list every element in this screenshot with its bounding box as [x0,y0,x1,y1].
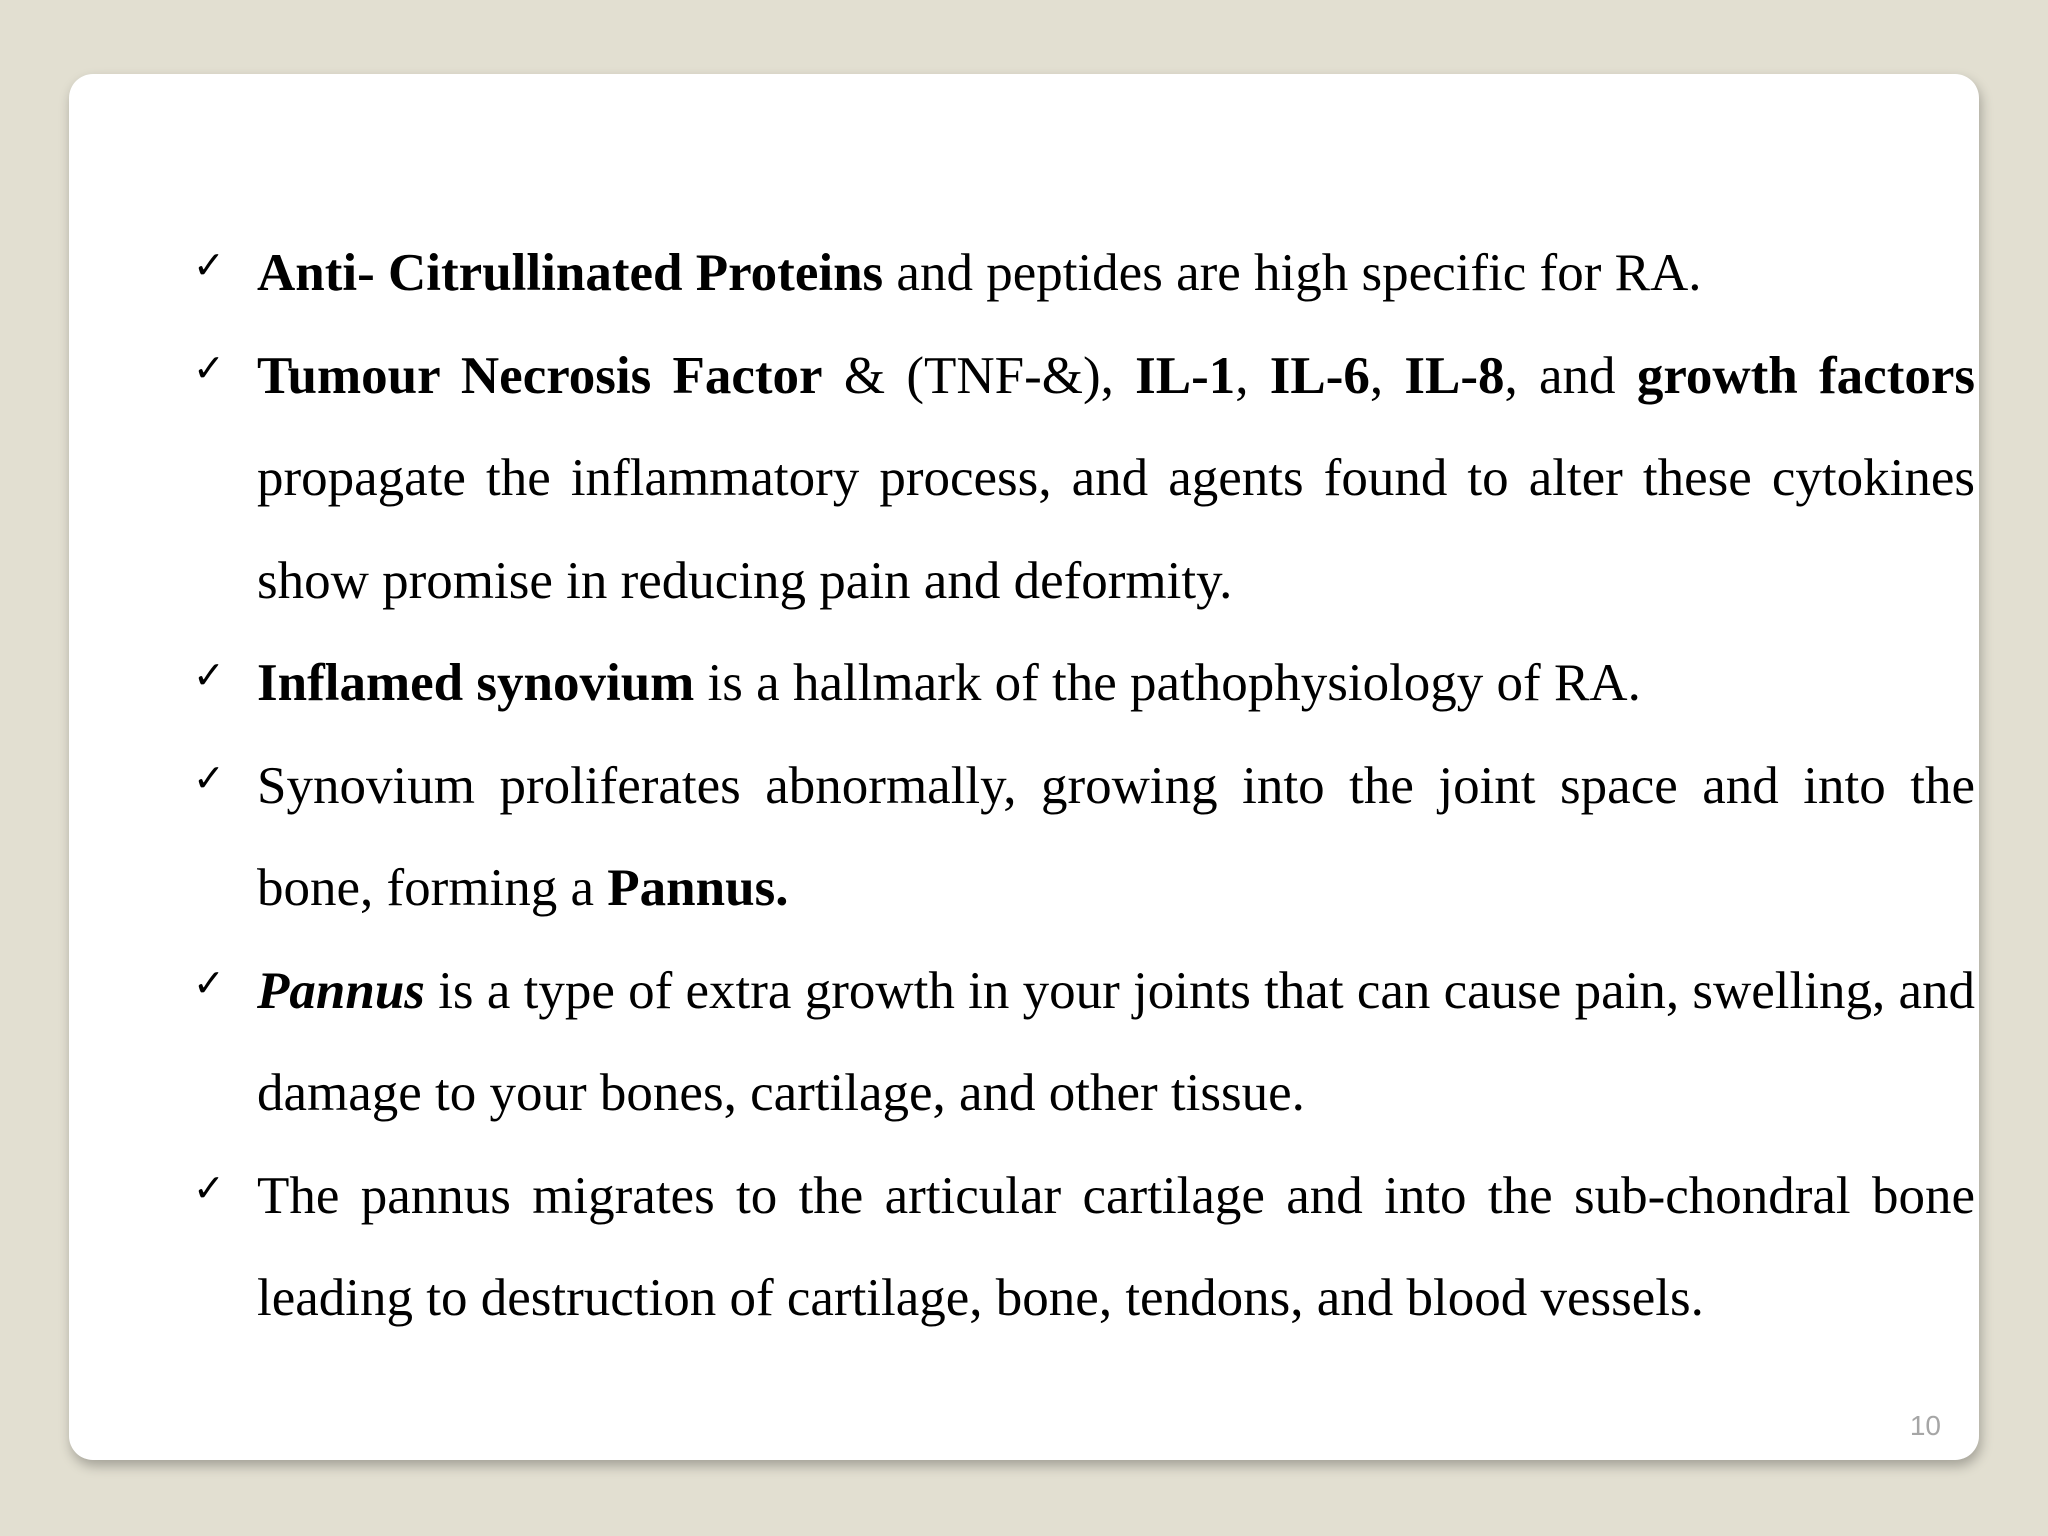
check-icon: ✓ [193,1165,225,1210]
slide [69,74,1979,1460]
bullet-text-bold-italic: Pannus [257,961,425,1020]
bullet-text: , and [1504,346,1637,405]
bullet-text: The pannus migrates to the articular cartilage and into the sub-chondral bone leading to destruction of cartilage, bone, tendons, and blood vessels. [257,1166,1975,1327]
bullet-text-bold: Inflamed synovium [257,654,695,712]
bullet-item [187,222,1975,325]
bullet-text-bold: Tumour Necrosis Factor [257,346,823,405]
bullet-item [187,1145,1975,1350]
bullet-text-bold: IL-1 [1135,346,1236,405]
bullet-text: , [1235,346,1270,405]
check-icon: ✓ [193,653,225,697]
page-number: 10 [1909,1410,1941,1441]
bullet-item [187,325,1975,633]
bullet-text-bold: Anti- Citrullinated Proteins [257,244,884,302]
bullet-text: Synovium proliferates abnormally, growing into the joint space and into the bone, forming a [257,756,1975,917]
bullet-text: is a type of extra growth in your joints that can cause pain, swelling, and damage to your bones, cartilage, and other tissue. [257,961,1975,1122]
bullet-item [187,940,1975,1145]
check-icon: ✓ [193,755,225,800]
bullet-text-bold: IL-6 [1269,346,1370,405]
bullet-text-bold: Pannus. [607,859,789,917]
bullet-text: propagate the inflammatory process, and agents found to alter these cytokines show promise in reducing pain and deformity. [257,449,1975,610]
bullet-text-bold: growth factors [1636,346,1975,405]
check-icon: ✓ [193,243,225,287]
bullet-text: and peptides are high specific for RA. [883,244,1702,302]
bullet-item [187,632,1975,735]
check-icon: ✓ [193,960,225,1005]
bullet-item [187,735,1975,940]
bullet-text-bold: IL-8 [1404,346,1505,405]
bullet-list [187,222,1975,1350]
bullet-text: & (TNF-&), [822,346,1136,405]
bullet-text: , [1369,346,1405,405]
check-icon: ✓ [193,345,225,390]
bullet-text: is a hallmark of the pathophysiology of RA. [694,654,1641,712]
